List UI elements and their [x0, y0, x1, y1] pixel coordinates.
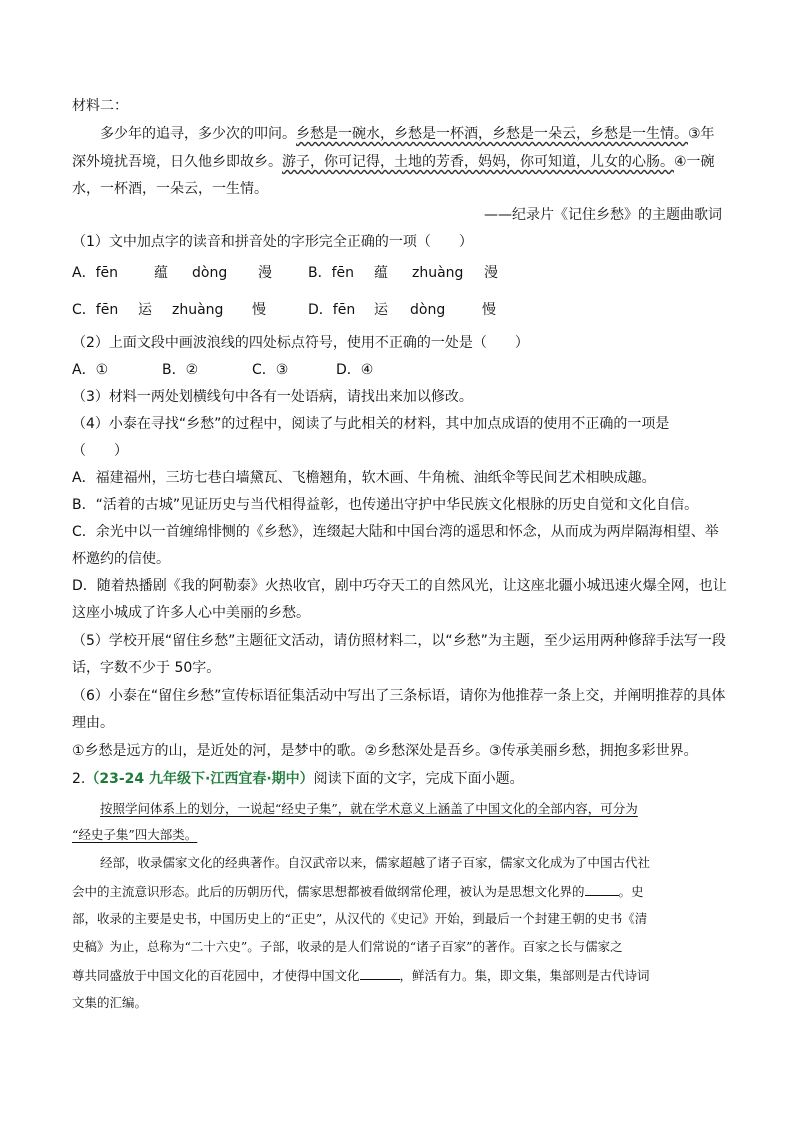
paragraph-text: 深外境扰吾境，日久他乡即故乡。: [72, 154, 282, 170]
question-4-option-b: B．“活着的古城”见证历史与当代相得益彰，也传递出守护中华民族文化根脉的历史自觉和文化自信。: [72, 497, 699, 513]
passage-line-2: [72, 881, 644, 902]
question-6-line-2: 理由。: [72, 715, 114, 731]
passage-text: 会中的主流意识形态。此后的历朝历代，儒家思想都被看做纲常伦理，被认为是思想文化界的: [72, 884, 585, 899]
option-c-char2: 慢: [252, 302, 266, 318]
question-6-slogans: ①乡愁是远方的山，是近处的河，是梦中的歌。②乡愁深处是吾乡。③传承美丽乡愁，拥抱多彩世界。: [72, 743, 698, 759]
question-4-answer-paren: （ ）: [72, 443, 128, 459]
option-c: C．③: [252, 362, 289, 378]
question-2-options: [72, 360, 396, 380]
passage-line-5: [72, 965, 650, 986]
material-paragraph-line-1: [100, 124, 715, 144]
paragraph-text: 多少年的追寻，多少次的叩问。: [100, 126, 296, 142]
option-c-pinyin2: zhuàng: [172, 302, 224, 318]
question-1-row-cd: [72, 300, 512, 320]
passage-text: 尊共同盛放于中国文化的百花园中，才使得中国文化: [72, 968, 360, 983]
marker-3: ③年: [688, 126, 715, 142]
option-b: B．②: [162, 362, 199, 378]
question-4-stem: （4）小泰在寻找“乡愁”的过程中，阅读了与此相关的材料，其中加点成语的使用不正确的一项是: [72, 416, 670, 432]
material-heading: 材料二：: [72, 98, 128, 114]
option-b-pinyin: B．fēn: [308, 265, 355, 281]
option-d: D．④: [336, 362, 374, 378]
question-4-option-c-line-1: C．余光中以一首缠绵悱恻的《乡愁》，连缀起大陆和中国台湾的遥思和怀念，从而成为两岸隔海相望、举: [72, 524, 719, 540]
question-4-option-d-line-2: 这座小城成了许多人心中美丽的乡愁。: [72, 605, 310, 621]
option-a-pinyin2: dòng: [192, 265, 228, 281]
question-1-stem: （1）文中加点字的读音和拼音处的字形完全正确的一项（ ）: [72, 234, 473, 250]
option-a-pinyin: A．fēn: [72, 265, 118, 281]
material-paragraph-line-2: [72, 152, 715, 172]
material-paragraph-line-3: 水，一杯酒，一朵云，一生情。: [72, 181, 268, 197]
option-b-char2: 漫: [484, 265, 498, 281]
option-d-char2: 慢: [482, 302, 496, 318]
marker-4: ④一碗: [674, 154, 715, 170]
passage-line-6: 文集的汇编。: [72, 995, 148, 1010]
material-source: ——纪录片《记住乡愁》的主题曲歌词: [484, 207, 722, 223]
question-4-option-c-line-2: 杯邀约的信使。: [72, 551, 170, 567]
wavy-underlined-text: 乡愁是一碗水，乡愁是一杯酒，乡愁是一朵云，乡愁是一生情。: [296, 126, 688, 142]
passage-text: 。史: [618, 884, 644, 899]
option-a: A．①: [72, 362, 109, 378]
option-d-char: 运: [374, 302, 388, 318]
question-5-line-2: 话，字数不少于 50字。: [72, 660, 221, 676]
question-4-option-d-line-1: D．随着热播剧《我的阿勒泰》火热收官，剧中巧夺天工的自然风光，让这座北疆小城迅速火爆全网，也让: [72, 578, 727, 594]
option-a-char: 蕴: [154, 265, 168, 281]
fill-blank-2[interactable]: [360, 965, 400, 980]
passage-line-4: 史稿》为止，总称为“二十六史”。子部，收录的是人们常说的“诸子百家”的著作。百家之长与儒家之: [72, 939, 623, 954]
option-c-char: 运: [138, 302, 152, 318]
question-1-row-ab: [72, 263, 514, 283]
passage-line-1: 经部，收录儒家文化的经典著作。自汉武帝以来，儒家超越了诸子百家，儒家文化成为了中国古代社: [100, 855, 651, 870]
item-instruction: 阅读下面的文字，完成下面小题。: [313, 771, 524, 787]
option-c-pinyin: C．fēn: [72, 302, 119, 318]
wavy-underlined-text: 游子，你可记得，土地的芳香，妈妈，你可知道，儿女的心肠。: [282, 154, 674, 170]
option-d-pinyin: D．fēn: [308, 302, 356, 318]
option-a-char2: 漫: [258, 265, 272, 281]
option-b-pinyin2: zhuàng: [412, 265, 464, 281]
question-4-option-a: A．福建福州，三坊七巷白墙黛瓦、飞檐翘角，软木画、牛角梳、油纸伞等民间艺术相映成趣。: [72, 470, 656, 486]
item-2-heading: [72, 769, 524, 789]
passage-line-3: 部，收录的主要是史书，中国历史上的“正史”，从汉代的《史记》开始，到最后一个封建王朝的史书《清: [72, 911, 648, 926]
item-number: 2.: [72, 771, 86, 787]
question-2-stem: （2）上面文段中画波浪线的四处标点符号，使用不正确的一处是（ ）: [72, 335, 529, 351]
question-6-line-1: （6）小泰在“留住乡愁”宣传标语征集活动中写出了三条标语，请你为他推荐一条上交，并阐明推荐的具体: [72, 688, 726, 704]
question-5-line-1: （5）学校开展“留住乡愁”主题征文活动，请仿照材料二，以“乡愁”为主题，至少运用两种修辞手法写一段: [72, 633, 726, 649]
passage-underlined-line-1: 按照学问体系上的划分，一说起“经史子集”，就在学术意义上涵盖了中国文化的全部内容，可分为: [100, 801, 638, 816]
source-tag: （23-24 九年级下·江西宜春·期中）: [85, 771, 314, 787]
fill-blank-1[interactable]: [585, 881, 619, 896]
passage-text: ，鲜活有力。集，即文集，集部则是古代诗词: [399, 968, 650, 983]
option-b-char: 蕴: [374, 265, 388, 281]
option-d-pinyin2: dòng: [410, 302, 446, 318]
passage-underlined-line-2: “经史子集”四大部类。: [72, 827, 198, 842]
question-3-stem: （3）材料一两处划横线句中各有一处语病，请找出来加以修改。: [72, 389, 473, 405]
